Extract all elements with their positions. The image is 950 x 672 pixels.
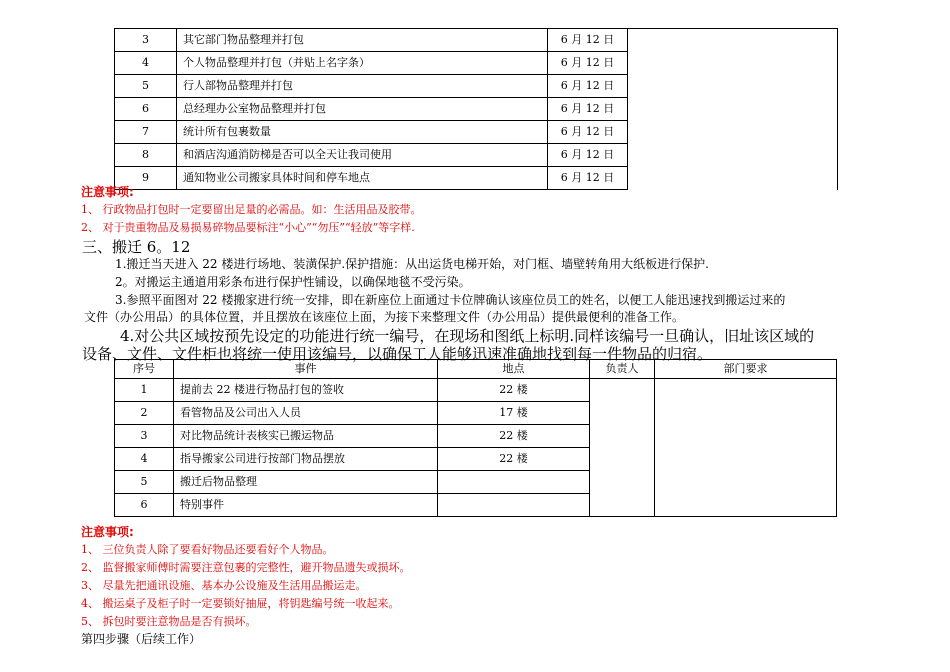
paragraph-3-cont: 文件（办公用品）的具体位置，并且摆放在该座位上面，为接下来整理文件（办公用品）提供最便利的准备工作。: [84, 310, 685, 324]
row-date: 6 月 12 日: [548, 167, 628, 190]
row-number: 6: [115, 494, 174, 517]
note-item: 1、 行政物品打包时一定要留出足量的必需品。如：生活用品及胶带。: [81, 203, 422, 216]
row-date: 6 月 12 日: [548, 121, 628, 144]
row-place: [438, 471, 590, 494]
row-date: 6 月 12 日: [548, 75, 628, 98]
paragraph-1: 1.搬迁当天进入 22 楼进行场地、装潢保护.保护措施：从出运货电梯开始，对门框、墙壁转角用大纸板进行保护.: [115, 257, 709, 271]
row-place: [438, 494, 590, 517]
row-place: 17 楼: [438, 402, 590, 425]
header-owner: 负责人: [590, 360, 655, 379]
header-no: 序号: [115, 360, 174, 379]
table-header-row: [115, 360, 837, 379]
row-number: 4: [115, 52, 177, 75]
note-item: 5、 拆包时要注意物品是否有损坏。: [81, 615, 257, 628]
row-item: 个人物品整理并打包（并贴上名字条）: [177, 52, 548, 75]
owner-cell: [590, 379, 655, 517]
footer-step: 第四步骤（后续工作）: [81, 632, 202, 646]
row-item: 提前去 22 楼进行物品打包的签收: [174, 379, 438, 402]
paragraph-4-cont: 设备、文件、文件柜也将统一使用该编号，以确保工人能够迅速准确地找到每一件物品的归宿。: [82, 345, 713, 363]
row-number: 8: [115, 144, 177, 167]
row-number: 3: [115, 425, 174, 448]
row-number: 5: [115, 471, 174, 494]
remark-cell: [628, 29, 838, 190]
row-item: 行人部物品整理并打包: [177, 75, 548, 98]
row-item: 统计所有包裹数量: [177, 121, 548, 144]
row-item: 特别事件: [174, 494, 438, 517]
row-number: 3: [115, 29, 177, 52]
note-item: 4、 搬运桌子及柜子时一定要锁好抽屉，将钥匙编号统一收起来。: [81, 597, 400, 610]
row-number: 4: [115, 448, 174, 471]
row-date: 6 月 12 日: [548, 98, 628, 121]
row-item: 其它部门物品整理并打包: [177, 29, 548, 52]
table-row: [115, 29, 838, 52]
row-number: 6: [115, 98, 177, 121]
top-task-table: [114, 28, 838, 190]
paragraph-4: 4.对公共区域按预先设定的功能进行统一编号，在现场和图纸上标明.同样该编号一旦确认，旧址该区域的: [120, 327, 815, 345]
header-dept: 部门要求: [655, 360, 837, 379]
row-item: 通知物业公司搬家具体时间和停车地点: [177, 167, 548, 190]
row-item: 搬迁后物品整理: [174, 471, 438, 494]
paragraph-3: 3.参照平面图对 22 楼搬家进行统一安排，即在新座位上面通过卡位牌确认该座位员工的姓名，以便工人能迅速找到搬运过来的: [115, 293, 786, 307]
row-number: 9: [115, 167, 177, 190]
note-item: 3、 尽量先把通讯设施、基本办公设施及生活用品搬运走。: [81, 579, 367, 592]
header-place: 地点: [438, 360, 590, 379]
row-number: 2: [115, 402, 174, 425]
row-place: 22 楼: [438, 425, 590, 448]
row-date: 6 月 12 日: [548, 144, 628, 167]
notes-title: 注意事项:: [81, 185, 134, 199]
paragraph-2: 2。对搬运主通道用彩条布进行保护性铺设，以确保地毯不受污染。: [115, 275, 471, 289]
note-item: 2、 对于贵重物品及易损易碎物品要标注“小心”“勿压”“轻放”等字样.: [81, 221, 415, 234]
row-number: 7: [115, 121, 177, 144]
note-item: 2、 监督搬家师傅时需要注意包裹的完整性，避开物品遗失或损坏。: [81, 561, 411, 574]
row-number: 1: [115, 379, 174, 402]
notes-title: 注意事项:: [81, 525, 134, 539]
row-date: 6 月 12 日: [548, 52, 628, 75]
row-place: 22 楼: [438, 379, 590, 402]
row-item: 看管物品及公司出入人员: [174, 402, 438, 425]
table-row: [115, 379, 837, 402]
row-place: 22 楼: [438, 448, 590, 471]
dept-cell: [655, 379, 837, 517]
row-item: 对比物品统计表核实已搬运物品: [174, 425, 438, 448]
header-item: 事件: [174, 360, 438, 379]
responsibility-table: [114, 359, 837, 517]
row-item: 总经理办公室物品整理并打包: [177, 98, 548, 121]
row-date: 6 月 12 日: [548, 29, 628, 52]
row-item: 和酒店沟通消防梯是否可以全天让我司使用: [177, 144, 548, 167]
row-number: 5: [115, 75, 177, 98]
row-item: 指导搬家公司进行按部门物品摆放: [174, 448, 438, 471]
note-item: 1、 三位负责人除了要看好物品还要看好个人物品。: [81, 543, 334, 556]
section-heading: 三、搬迁 6。12: [82, 238, 191, 256]
